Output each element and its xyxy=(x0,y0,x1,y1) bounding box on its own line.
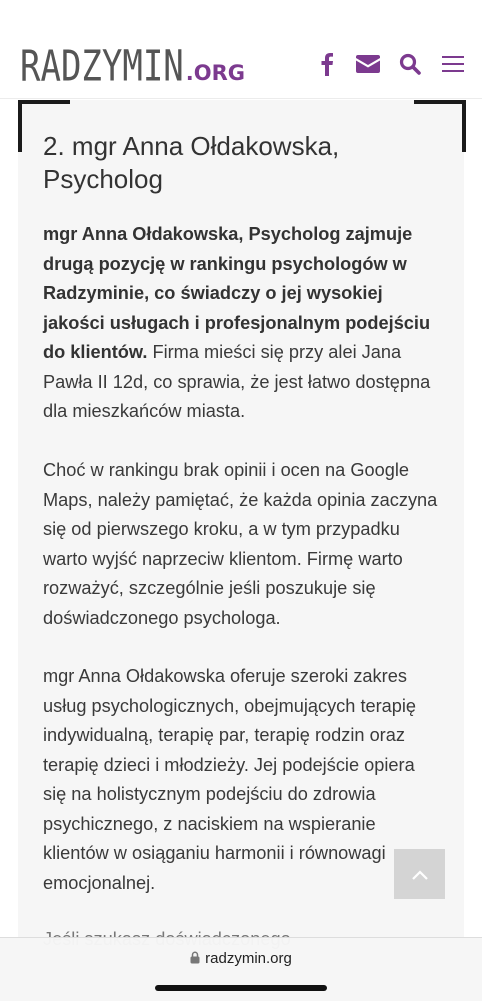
browser-bottom-bar xyxy=(0,937,482,1001)
article-title: 2. mgr Anna Ołdakowska, Psycholog xyxy=(43,131,340,194)
search-icon[interactable] xyxy=(396,50,424,78)
facebook-icon[interactable] xyxy=(313,50,341,78)
url-text: radzymin.org xyxy=(205,950,292,967)
paragraph-1-bold: mgr Anna Ołdakowska, Psycholog zajmuje drugą pozycję w rankingu psychologów w Radzyminie, co świadczy o jej wysokiej jakości usługach i profesjonalnym podejściu do klientów. xyxy=(43,224,431,362)
article-paragraph-2: Choć w rankingu brak opinii i ocen na Google Maps, należy pamiętać, że każda opinia zaczyna się od pierwszego kroku, a w tym przypadku warto wyjść naprzeciw klientom. Firmę warto rozważyć, szczególnie jeśli poszukuje się doświadczonego psychologa. xyxy=(43,460,438,628)
logo-text: RADZYMIN xyxy=(20,41,184,92)
chevron-up-icon xyxy=(412,865,428,884)
site-logo[interactable] xyxy=(20,40,246,92)
lock-icon xyxy=(190,951,200,968)
home-indicator[interactable] xyxy=(155,985,327,991)
site-header xyxy=(0,0,482,99)
address-bar[interactable] xyxy=(0,950,482,968)
logo-tld: .ORG xyxy=(185,61,246,85)
article-paragraph-1 xyxy=(43,220,441,427)
article-paragraph-3: mgr Anna Ołdakowska oferuje szeroki zakres usług psychologicznych, obejmujących terapię indywidualną, terapię par, terapię rodzin oraz terapię dzieci i młodzieży. Jej podejście opiera się na holistycznym podejściu do zdrowia psychicznego, z naciskiem na wspieranie klientów w osiąganiu harmonii i równowagi emocjonalnej. xyxy=(43,666,417,893)
envelope-icon[interactable] xyxy=(354,50,382,78)
menu-icon[interactable] xyxy=(439,50,467,78)
scroll-to-top-button[interactable] xyxy=(394,849,445,899)
paragraph-1-text: Firma mieści się przy alei Jana Pawła II 12d, co sprawia, że jest łatwo dostępna dla mieszkańców miasta. xyxy=(43,342,431,421)
